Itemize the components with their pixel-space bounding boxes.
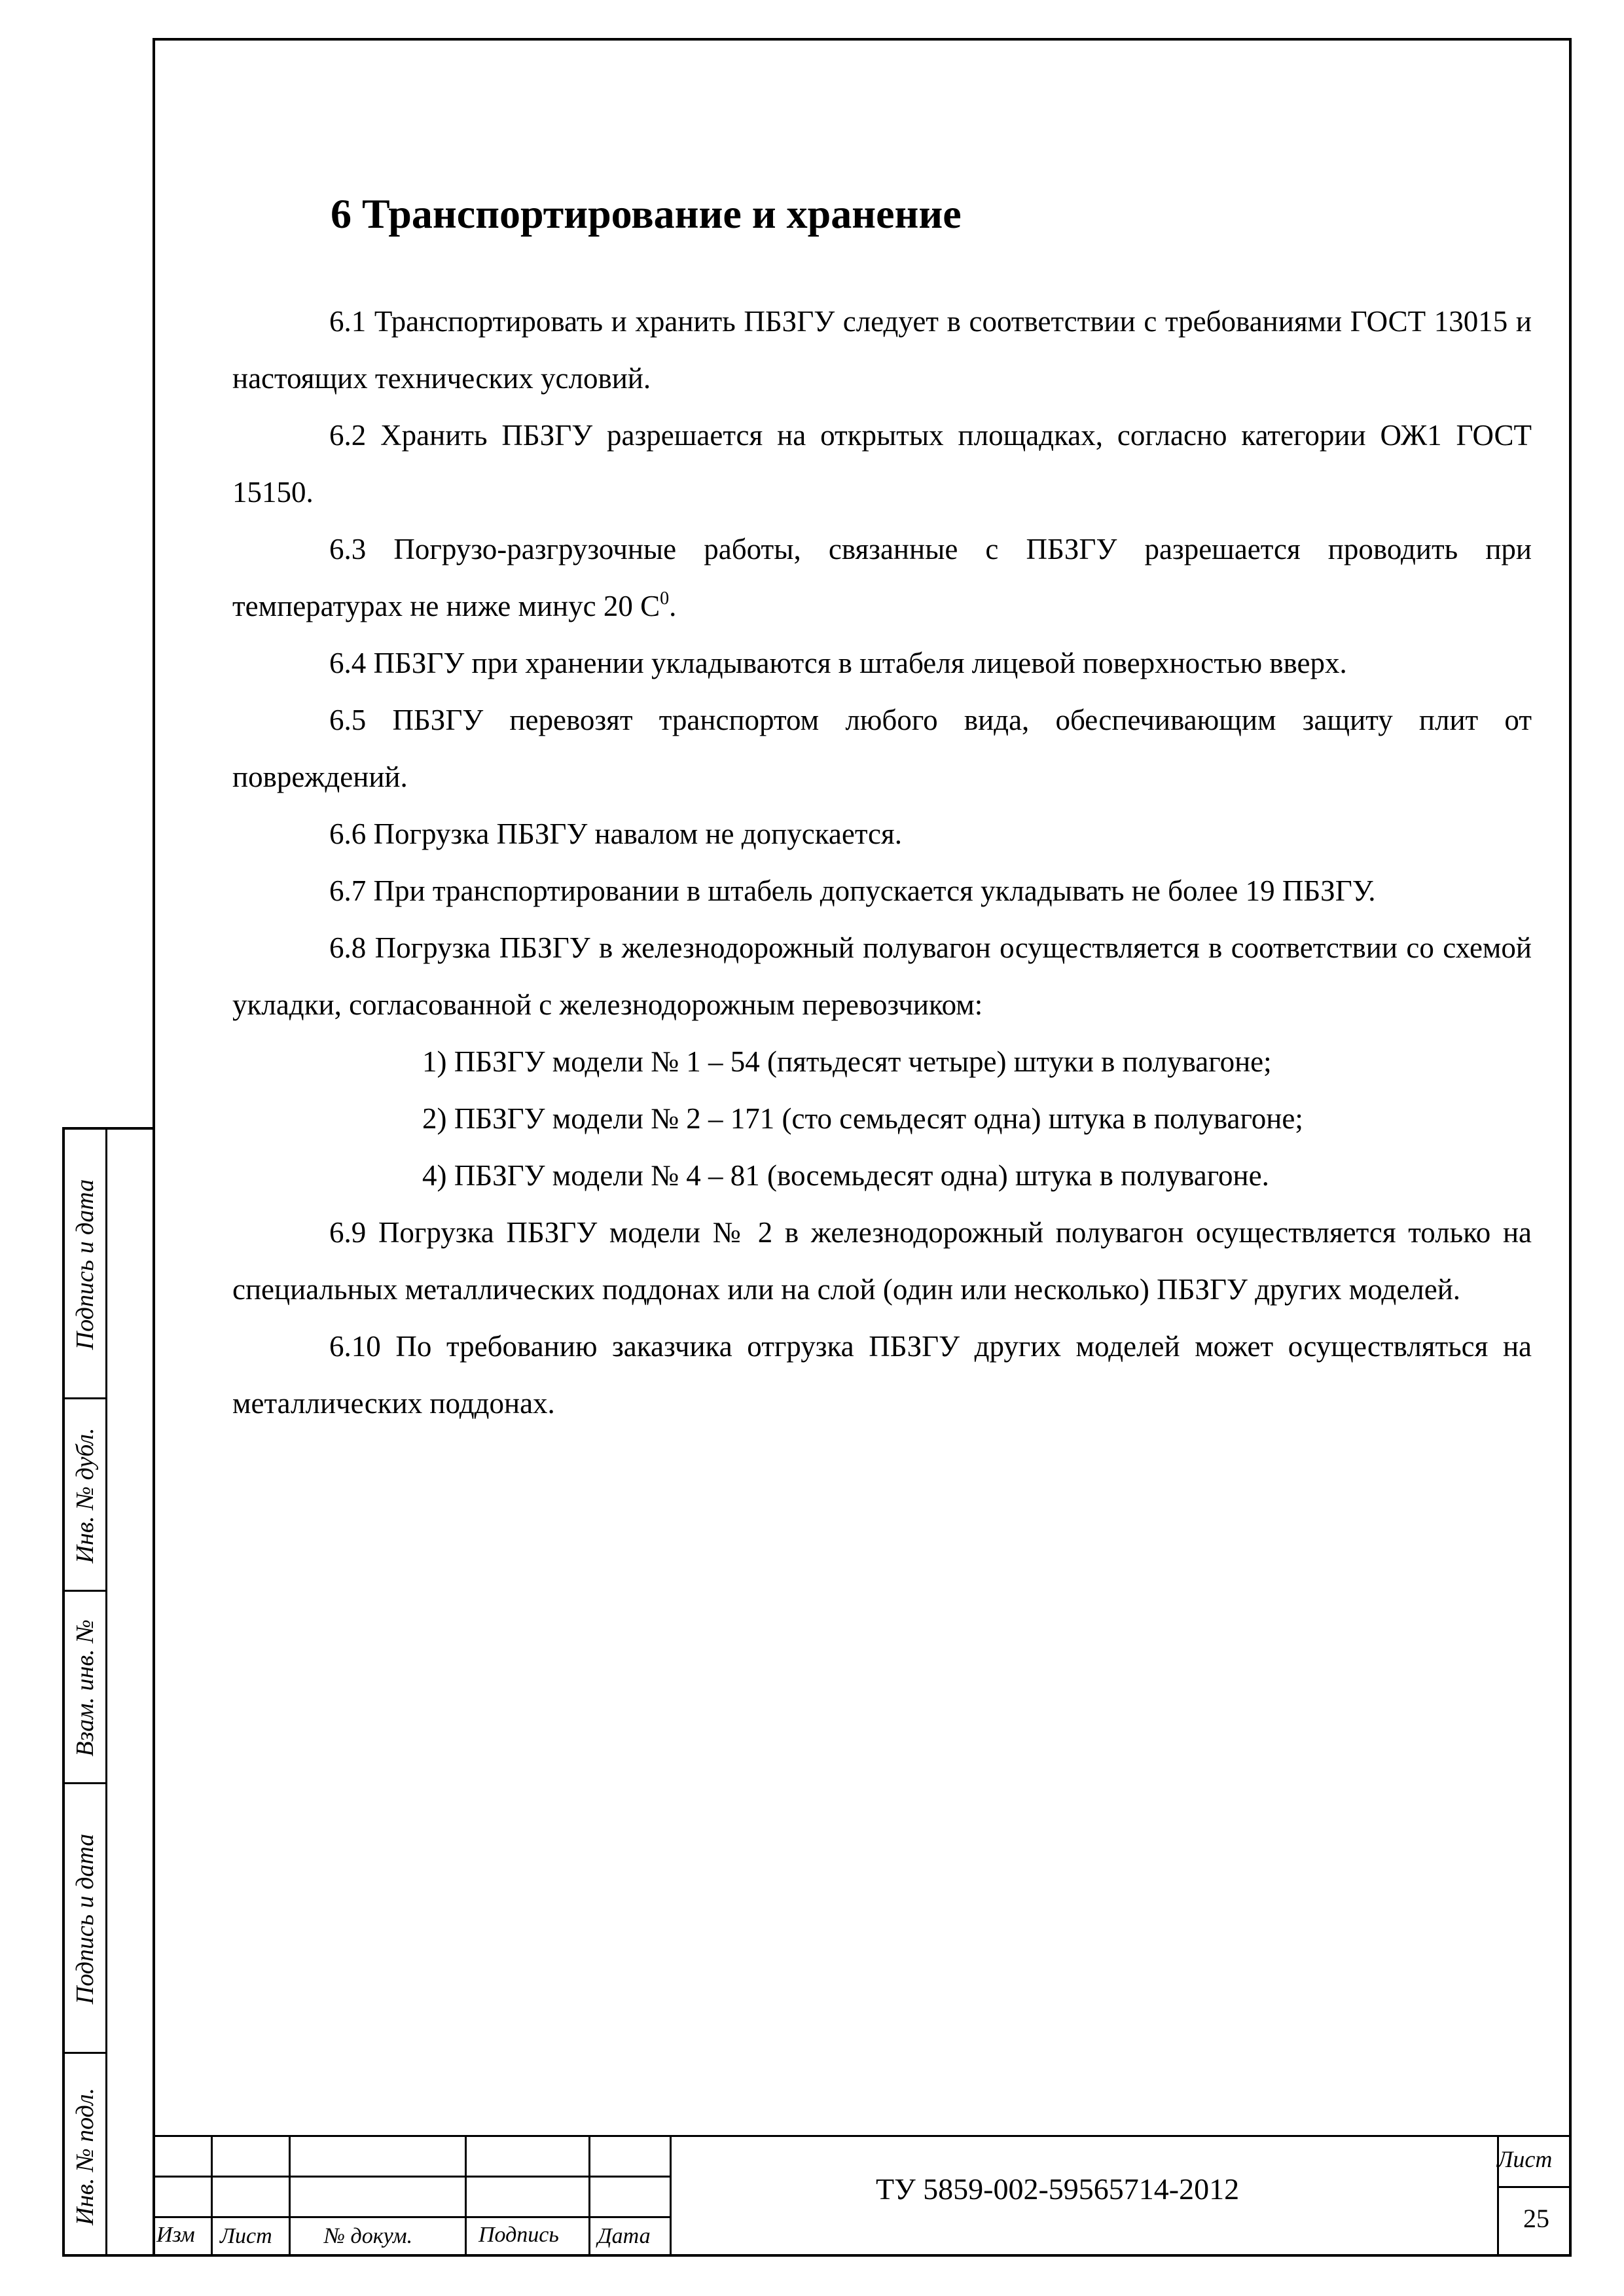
- sheet-cell-rule: [1497, 2186, 1572, 2188]
- caption-revision: Изм: [156, 2223, 195, 2247]
- side-cell-signature-date-1: [65, 1130, 105, 1399]
- side-label: Инв. № дубл.: [71, 1427, 99, 1564]
- paragraph-6-10: 6.10 По требованию заказчика отгрузка ПБЗГУ других моделей может осуществляться на металлических поддонах.: [232, 1330, 1532, 1420]
- sheet-number: 25: [1523, 2204, 1549, 2233]
- title-block-divider: [670, 2135, 672, 2257]
- title-block-top-rule: [153, 2135, 1572, 2137]
- list-item: 4) ПБЗГУ модели № 4 – 81 (восемьдесят одна) штука в полувагоне.: [422, 1159, 1269, 1192]
- paragraph-6-7: 6.7 При транспортировании в штабель допускается укладывать не более 19 ПБЗГУ.: [329, 874, 1376, 907]
- title-block-divider: [211, 2135, 213, 2257]
- paragraph-6-8: 6.8 Погрузка ПБЗГУ в железнодорожный полувагон осуществляется в соответствии со схемой укладки, согласованной с железнодорожным перевозчиком:: [232, 931, 1532, 1021]
- sheet-caption: Лист: [1497, 2146, 1553, 2172]
- document-code: ТУ 5859-002-59565714-2012: [876, 2172, 1240, 2206]
- title-block: [153, 2135, 1572, 2257]
- paragraph-6-5: 6.5 ПБЗГУ перевозят транспортом любого вида, обеспечивающим защиту плит от повреждений.: [232, 704, 1532, 793]
- side-cell-signature-date-2: [65, 1784, 105, 2054]
- caption-sheet: Лист: [220, 2224, 272, 2248]
- title-block-divider: [588, 2135, 590, 2257]
- title-block-divider: [289, 2135, 291, 2257]
- side-cell-replace-inv: [65, 1592, 105, 1784]
- paragraph-6-3-end: .: [669, 590, 677, 622]
- paragraph-6-1: 6.1 Транспортировать и хранить ПБЗГУ следует в соответствии с требованиями ГОСТ 13015 и настоящих технических условий.: [232, 305, 1532, 395]
- title-block-rule: [153, 2216, 670, 2218]
- caption-doc-number: № докум.: [324, 2224, 413, 2248]
- paragraph-6-3-text: 6.3 Погрузо-разгрузочные работы, связанные с ПБЗГУ разрешается проводить при температурах не ниже минус 20 С: [232, 533, 1532, 622]
- side-label: Инв. № подл.: [71, 2088, 99, 2225]
- side-cell-dup-inv: [65, 1399, 105, 1592]
- side-label: Взам. инв. №: [71, 1619, 99, 1757]
- degree-superscript: 0: [660, 588, 670, 609]
- side-stamp-table: [62, 1127, 153, 2257]
- side-cell-original-inv: [65, 2054, 105, 2259]
- paragraph-6-2: 6.2 Хранить ПБЗГУ разрешается на открытых площадках, согласно категории ОЖ1 ГОСТ 15150.: [232, 419, 1532, 509]
- list-item: 2) ПБЗГУ модели № 2 – 171 (сто семьдесят одна) штука в полувагоне;: [422, 1102, 1303, 1135]
- caption-signature: Подпись: [478, 2223, 559, 2247]
- list-item: 1) ПБЗГУ модели № 1 – 54 (пятьдесят четыре) штуки в полувагоне;: [422, 1045, 1272, 1078]
- paragraph-6-9: 6.9 Погрузка ПБЗГУ модели № 2 в железнодорожный полувагон осуществляется только на специальных металлических поддонах или на слой (один или несколько) ПБЗГУ других моделей.: [232, 1216, 1532, 1306]
- side-label: Подпись и дата: [71, 1833, 99, 2005]
- caption-date: Дата: [598, 2224, 651, 2248]
- paragraph-6-6: 6.6 Погрузка ПБЗГУ навалом не допускается.: [329, 817, 902, 850]
- paragraph-6-4: 6.4 ПБЗГУ при хранении укладываются в штабеля лицевой поверхностью вверх.: [329, 647, 1347, 679]
- section-body: [232, 293, 1532, 1432]
- side-label: Подпись и дата: [71, 1179, 99, 1350]
- section-heading: 6 Транспортирование и хранение: [331, 190, 962, 237]
- paragraph-6-3: [232, 521, 1532, 635]
- side-label-column: [65, 1130, 107, 2254]
- title-block-rule: [153, 2176, 670, 2178]
- title-block-divider: [465, 2135, 467, 2257]
